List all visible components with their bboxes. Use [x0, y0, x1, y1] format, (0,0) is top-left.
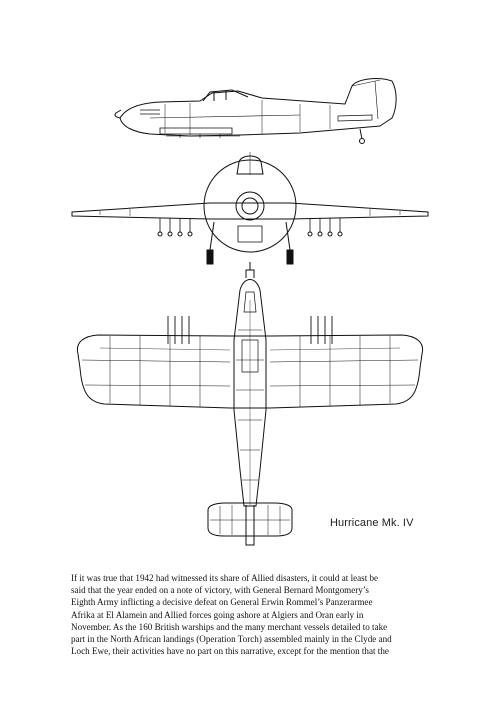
- figure-caption: Hurricane Mk. IV: [330, 517, 414, 529]
- paragraph-line: Loch Ewe, their activities have no part on this narrative, except for the mention that the: [71, 646, 389, 657]
- paragraph-line: November. As the 160 British warships and the many merchant vessels detailed to take: [71, 621, 388, 632]
- paragraph-line: Afrika at El Alamein and Allied forces going ashore at Algiers and Oran early in: [71, 609, 364, 620]
- front-view: [72, 152, 428, 264]
- paragraph-line: said that the year ended on a note of victory, with General Bernard Montgomery’s: [71, 585, 369, 596]
- body-paragraph: [71, 572, 431, 657]
- paragraph-line: If it was true that 1942 had witnessed its share of Allied disasters, it could at least be: [71, 573, 379, 583]
- paragraph-line: Eighth Army inflicting a decisive defeat on General Erwin Rommel’s Panzerarmee: [71, 597, 373, 608]
- plan-view: [77, 262, 422, 545]
- side-view: [115, 79, 396, 144]
- paragraph-line: part in the North African landings (Operation Torch) assembled mainly in the Clyde and: [71, 634, 392, 645]
